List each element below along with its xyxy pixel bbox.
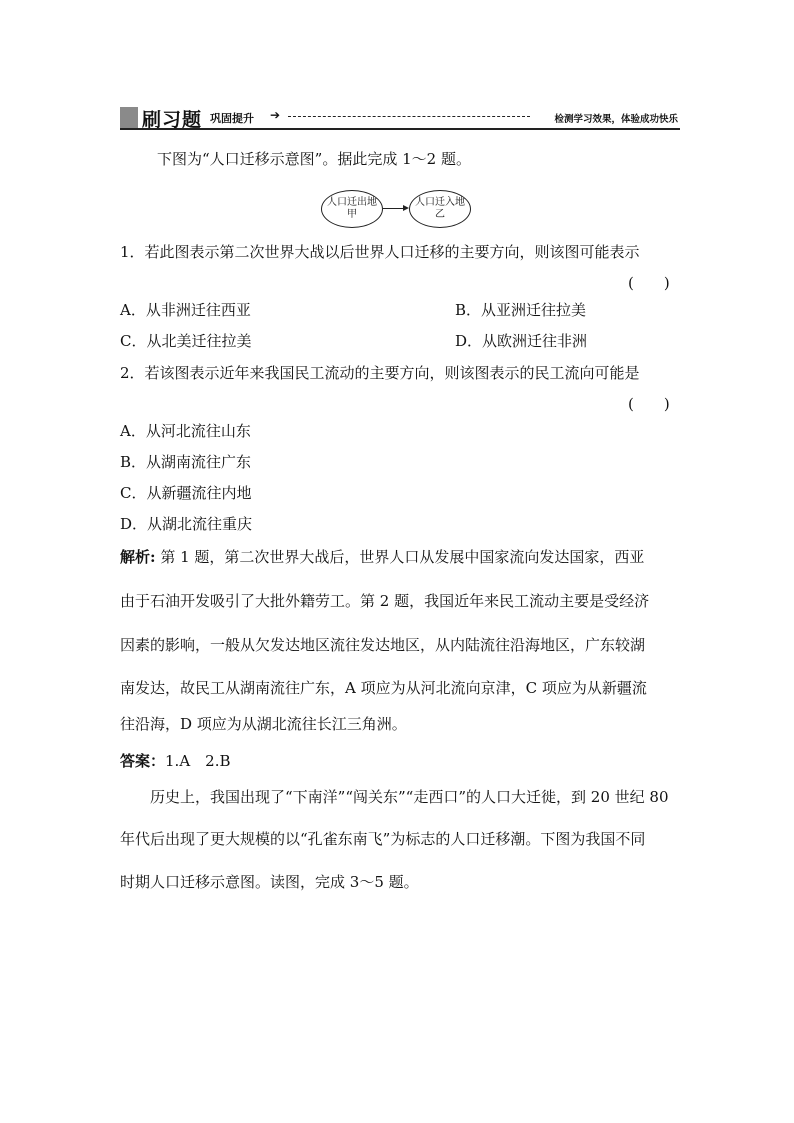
header-dashed-line (288, 116, 530, 117)
question-2-stem: 2．若该图表示近年来我国民工流动的主要方向，则该图表示的民工流向可能是 (120, 364, 640, 382)
destination-label-line1: 人口迁入地 (415, 197, 465, 208)
destination-label-line2: 乙 (435, 209, 445, 220)
origin-ellipse (321, 190, 383, 228)
header-title: 刷习题 (142, 109, 203, 131)
intro-text-1: 下图为“人口迁移示意图”。据此完成 1～2 题。 (157, 150, 471, 168)
arrow-circle-icon: ➔ (270, 108, 281, 122)
analysis-line-3: 因素的影响，一般从欠发达地区流往发达地区，从内陆流往沿海地区，广东较湖 (120, 636, 646, 654)
origin-label-line1: 人口迁出地 (327, 197, 377, 208)
migration-diagram (321, 190, 473, 228)
question-1-option-a: A．从非洲迁往西亚 (120, 301, 251, 319)
analysis-line-1 (120, 548, 644, 566)
question-1-option-c: C．从北美迁往拉美 (120, 332, 252, 350)
question-2-option-b: B．从湖南流往广东 (120, 453, 252, 471)
question-2-answer-blank: ( ) (628, 395, 670, 413)
question-2-option-d: D．从湖北流往重庆 (120, 515, 253, 533)
answer-text: 1.A 2.B (165, 752, 231, 770)
section-header (120, 106, 680, 130)
arrow-right-icon (383, 208, 407, 209)
header-subtitle: 巩固提升 (210, 112, 254, 125)
intro-2-line-2: 年代后出现了更大规模的以“孔雀东南飞”为标志的人口迁移潮。下图为我国不同 (120, 830, 646, 848)
answer-label: 答案： (120, 752, 166, 770)
analysis-line-5: 往沿海，D 项应为从湖北流往长江三角洲。 (120, 715, 407, 733)
question-1-answer-blank: ( ) (628, 274, 670, 292)
header-gray-block (120, 107, 138, 128)
question-1-option-d: D．从欧洲迁往非洲 (455, 332, 588, 350)
question-1-option-b: B．从亚洲迁往拉美 (455, 301, 587, 319)
analysis-line-4: 南发达，故民工从湖南流往广东，A 项应为从河北流向京津，C 项应为从新疆流 (120, 679, 647, 697)
question-2-option-c: C．从新疆流往内地 (120, 484, 252, 502)
origin-label-line2: 甲 (347, 209, 357, 220)
analysis-label: 解析: (120, 548, 156, 566)
intro-2-line-3: 时期人口迁移示意图。读图，完成 3～5 题。 (120, 873, 419, 891)
analysis-line-2: 由于石油开发吸引了大批外籍劳工。第 2 题，我国近年来民工流动主要是受经济 (120, 592, 650, 610)
analysis-text-1: 第 1 题，第二次世界大战后，世界人口从发展中国家流向发达国家，西亚 (160, 548, 645, 566)
answer-line (120, 752, 231, 770)
question-1-stem: 1．若此图表示第二次世界大战以后世界人口迁移的主要方向，则该图可能表示 (120, 243, 640, 261)
header-right-text: 检测学习效果，体验成功快乐 (554, 114, 678, 125)
destination-ellipse (409, 190, 471, 228)
header-rule (120, 128, 680, 130)
question-2-option-a: A．从河北流往山东 (120, 422, 251, 440)
intro-2-line-1: 历史上，我国出现了“下南洋”“闯关东”“走西口”的人口大迁徙，到 20 世纪 80 (150, 788, 669, 806)
